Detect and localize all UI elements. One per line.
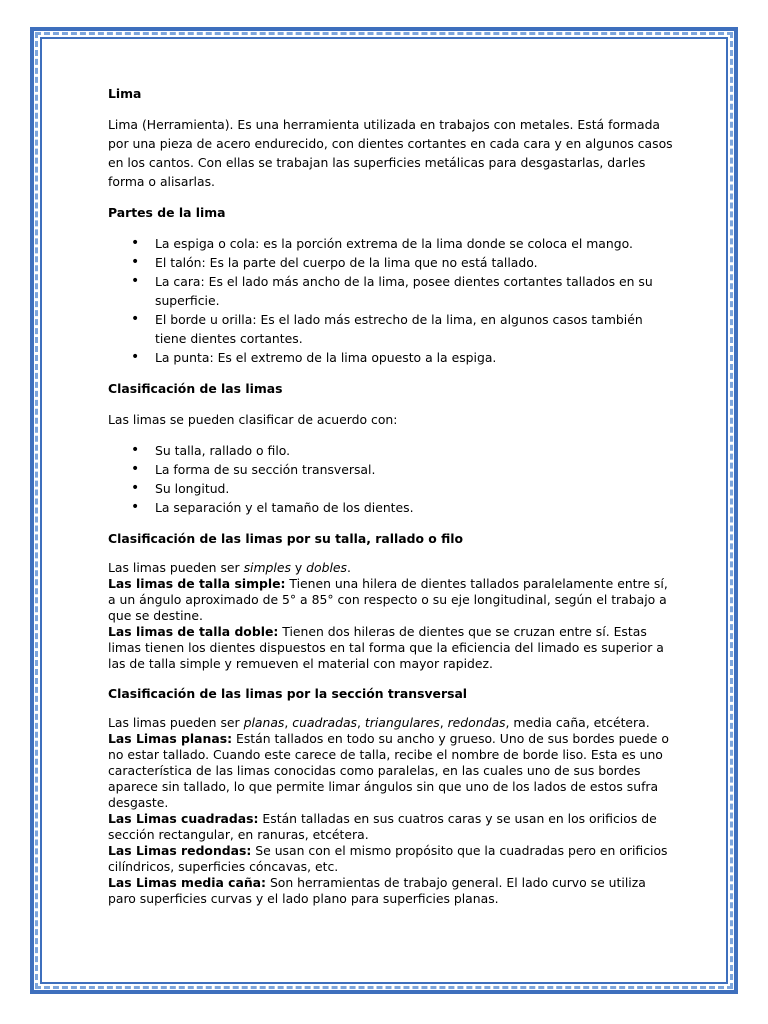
term-label: Las Limas cuadradas: — [108, 811, 259, 826]
seccion-redondas-paragraph — [108, 843, 673, 875]
seccion-intro — [108, 715, 673, 731]
term-label: Las limas de talla doble: — [108, 624, 279, 639]
document-body — [108, 84, 673, 907]
text-run: Tienen dos hileras de dientes que se cruzan entre sí. Estas limas tienen los dientes dispuestos en tal forma que la eficiencia del limado es superior a las de talla simple y remueven el material con mayor rapidez. — [108, 624, 664, 671]
term-redondas: redondas — [447, 715, 506, 730]
text-run: . — [347, 560, 351, 575]
text-run: , media caña, etcétera. — [505, 715, 650, 730]
talla-heading: Clasificación de las limas por su talla, rallado o filo — [108, 531, 464, 546]
seccion-planas-paragraph — [108, 731, 673, 811]
list-item: • La espiga o cola: es la porción extrema de la lima donde se coloca el mango. — [108, 234, 673, 253]
term-label: Las Limas planas: — [108, 731, 233, 746]
list-item: • Su talla, rallado o filo. — [108, 441, 673, 460]
text-run: Las limas pueden ser — [108, 560, 244, 575]
text-run: , — [439, 715, 448, 730]
term-label: Las limas de talla simple: — [108, 576, 286, 591]
list-item: • Su longitud. — [108, 479, 673, 498]
term-cuadradas: cuadradas — [292, 715, 358, 730]
seccion-heading: Clasificación de las limas por la sección transversal — [108, 686, 468, 701]
text-run: , — [357, 715, 365, 730]
talla-intro — [108, 560, 673, 576]
list-item: • La separación y el tamaño de los dientes. — [108, 498, 673, 517]
text-run: Se usan con el mismo propósito que la cuadradas pero en orificios cilíndricos, superficies cóncavas, etc. — [108, 843, 668, 874]
clasificacion-intro: Las limas se pueden clasificar de acuerdo con: — [108, 412, 398, 427]
document-title: Lima — [108, 86, 142, 101]
text-run: y — [290, 560, 307, 575]
text-run: Tienen una hilera de dientes tallados paralelamente entre sí, a un ángulo aproximado de 5° a 85° con respecto o su eje longitudinal, según el trabajo a que se destine. — [108, 576, 668, 623]
talla-block — [108, 560, 673, 672]
list-item: • La cara: Es el lado más ancho de la lima, posee dientes cortantes tallados en su superficie. — [108, 272, 673, 310]
talla-doble-paragraph — [108, 624, 673, 672]
list-item: • La forma de su sección transversal. — [108, 460, 673, 479]
text-run: Las limas pueden ser — [108, 715, 244, 730]
term-label: Las Limas media caña: — [108, 875, 266, 890]
term-label: Las Limas redondas: — [108, 843, 252, 858]
text-run: Son herramientas de trabajo general. El lado curvo se utiliza paro superficies curvas y el lado plano para superficies planas. — [108, 875, 646, 906]
seccion-media-paragraph — [108, 875, 673, 907]
clasificacion-list — [108, 441, 673, 517]
list-item: • El talón: Es la parte del cuerpo de la lima que no está tallado. — [108, 253, 673, 272]
list-item: • La punta: Es el extremo de la lima opuesto a la espiga. — [108, 348, 673, 367]
term-dobles: dobles — [306, 560, 347, 575]
list-item: • El borde u orilla: Es el lado más estrecho de la lima, en algunos casos también tiene dientes cortantes. — [108, 310, 673, 348]
intro-paragraph: Lima (Herramienta). Es una herramienta utilizada en trabajos con metales. Está formada por una pieza de acero endurecido, con dientes cortantes en cada cara y en algunos casos en los cantos. Con ellas se trabajan las superficies metálicas para desgastarlas, darles forma o alisarlas. — [108, 117, 673, 189]
term-triangulares: triangulares — [364, 715, 440, 730]
term-planas: planas — [243, 715, 285, 730]
partes-heading: Partes de la lima — [108, 205, 226, 220]
text-run: Están tallados en todo su ancho y grueso. Uno de sus bordes puede o no estar tallado. Cuando este carece de talla, recibe el nombre de borde liso. Esta es uno característica de las limas conocidas como paralelas, en las cuales uno de sus bordes aparece sin tallado, lo que permite limar ángulos sin que uno de los lados de estos sufra desgaste. — [108, 731, 669, 810]
talla-simple-paragraph — [108, 576, 673, 624]
partes-list — [108, 234, 673, 367]
clasificacion-heading: Clasificación de las limas — [108, 381, 283, 396]
term-simples: simples — [243, 560, 291, 575]
text-run: Están talladas en sus cuatros caras y se usan en los orificios de sección rectangular, en ranuras, etcétera. — [108, 811, 657, 842]
seccion-block — [108, 715, 673, 907]
seccion-cuadradas-paragraph — [108, 811, 673, 843]
text-run: , — [284, 715, 293, 730]
